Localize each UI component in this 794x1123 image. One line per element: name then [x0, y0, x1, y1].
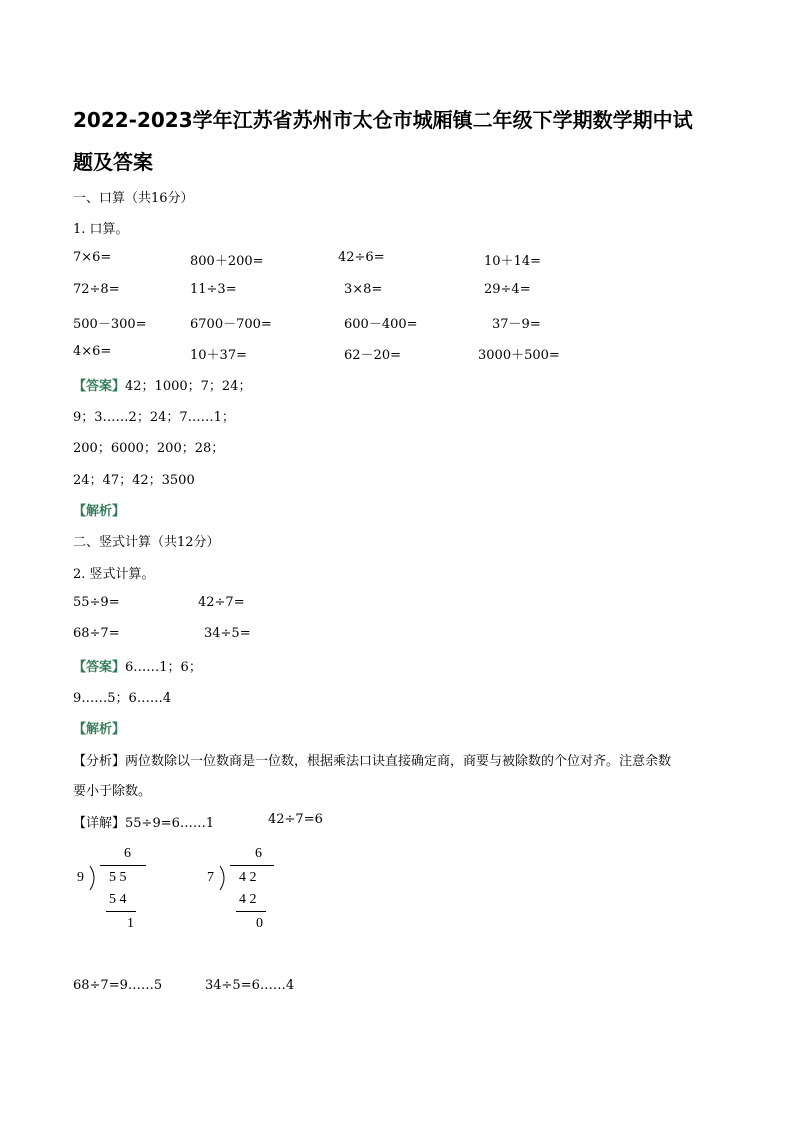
page-title-cont: 题及答案 — [73, 150, 153, 174]
divisor: 7 — [207, 870, 214, 885]
remainder: 1 — [127, 916, 134, 931]
answer-2-line-2: 9……5；6……4 — [73, 691, 172, 706]
answer-2-line-1 — [73, 656, 202, 675]
oral-item: 7×6= — [73, 250, 112, 265]
analysis-label-1: 【解析】 — [73, 504, 126, 519]
long-division-1 — [73, 843, 163, 938]
oral-item: 600－400= — [344, 317, 418, 332]
question-1: 1. 口算。 — [73, 222, 129, 237]
answer-1-line-3: 200；6000；200；28； — [73, 441, 225, 456]
long-division-2 — [203, 843, 293, 938]
fenxi-label: 【分析】 — [73, 754, 126, 769]
division-bar — [230, 865, 274, 866]
answer-label: 【答案】 — [73, 379, 126, 394]
oral-item: 10＋37= — [190, 348, 247, 363]
division-bracket-icon — [217, 865, 229, 891]
quotient: 6 — [124, 846, 131, 861]
division-bracket-icon — [87, 865, 99, 891]
subtraction-line — [106, 911, 136, 912]
section-heading-2: 二、竖式计算（共12分） — [73, 535, 220, 550]
division-bar — [100, 865, 146, 866]
detail-b: 42÷7=6 — [268, 812, 323, 827]
vert-item: 55÷9= — [73, 595, 120, 610]
answer-1-line-1 — [73, 375, 251, 394]
fenxi-line-1 — [73, 750, 671, 769]
oral-item: 37－9= — [492, 317, 541, 332]
answer-1-line-2: 9；3……2；24；7……1； — [73, 410, 235, 425]
vert-item: 68÷7= — [73, 626, 120, 641]
answer-text: 42；1000；7；24； — [125, 379, 252, 394]
oral-item: 10＋14= — [484, 254, 541, 269]
oral-item: 72÷8= — [73, 282, 120, 297]
quotient: 6 — [255, 846, 262, 861]
oral-item: 11÷3= — [190, 282, 237, 297]
oral-item: 3×8= — [344, 282, 383, 297]
detail-line — [73, 812, 214, 831]
divisor: 9 — [77, 870, 84, 885]
oral-item: 500－300= — [73, 317, 147, 332]
analysis-label-2: 【解析】 — [73, 722, 126, 737]
detail-a: 55÷9=6……1 — [125, 816, 215, 831]
remainder: 0 — [256, 916, 263, 931]
fenxi-line-2: 要小于除数。 — [73, 784, 152, 799]
oral-item: 6700－700= — [190, 317, 272, 332]
answer-text: 6……1；6； — [125, 660, 202, 675]
result-68-div-7: 68÷7=9……5 — [73, 978, 163, 993]
vert-item: 34÷5= — [204, 626, 251, 641]
fenxi-text: 两位数除以一位数商是一位数，根据乘法口诀直接确定商，商要与被除数的个位对齐。注意余数 — [125, 754, 672, 769]
page-title: 2022-2023学年江苏省苏州市太仓市城厢镇二年级下学期数学期中试 — [73, 108, 693, 132]
oral-item: 4×6= — [73, 344, 112, 359]
answer-1-line-4: 24；47；42；3500 — [73, 473, 195, 488]
subtraction-line — [236, 911, 266, 912]
oral-item: 3000＋500= — [478, 348, 560, 363]
oral-item: 800＋200= — [190, 254, 264, 269]
section-heading-1: 一、口算（共16分） — [73, 191, 194, 206]
question-2: 2. 竖式计算。 — [73, 567, 155, 582]
oral-item: 29÷4= — [484, 282, 531, 297]
product: 4 2 — [239, 892, 257, 907]
oral-item: 62－20= — [344, 348, 401, 363]
oral-item: 42÷6= — [338, 250, 385, 265]
dividend: 4 2 — [239, 870, 257, 885]
detail-label: 【详解】 — [73, 816, 126, 831]
dividend: 5 5 — [109, 870, 127, 885]
vert-item: 42÷7= — [198, 595, 245, 610]
product: 5 4 — [109, 892, 127, 907]
result-34-div-5: 34÷5=6……4 — [205, 978, 295, 993]
answer-label: 【答案】 — [73, 660, 126, 675]
